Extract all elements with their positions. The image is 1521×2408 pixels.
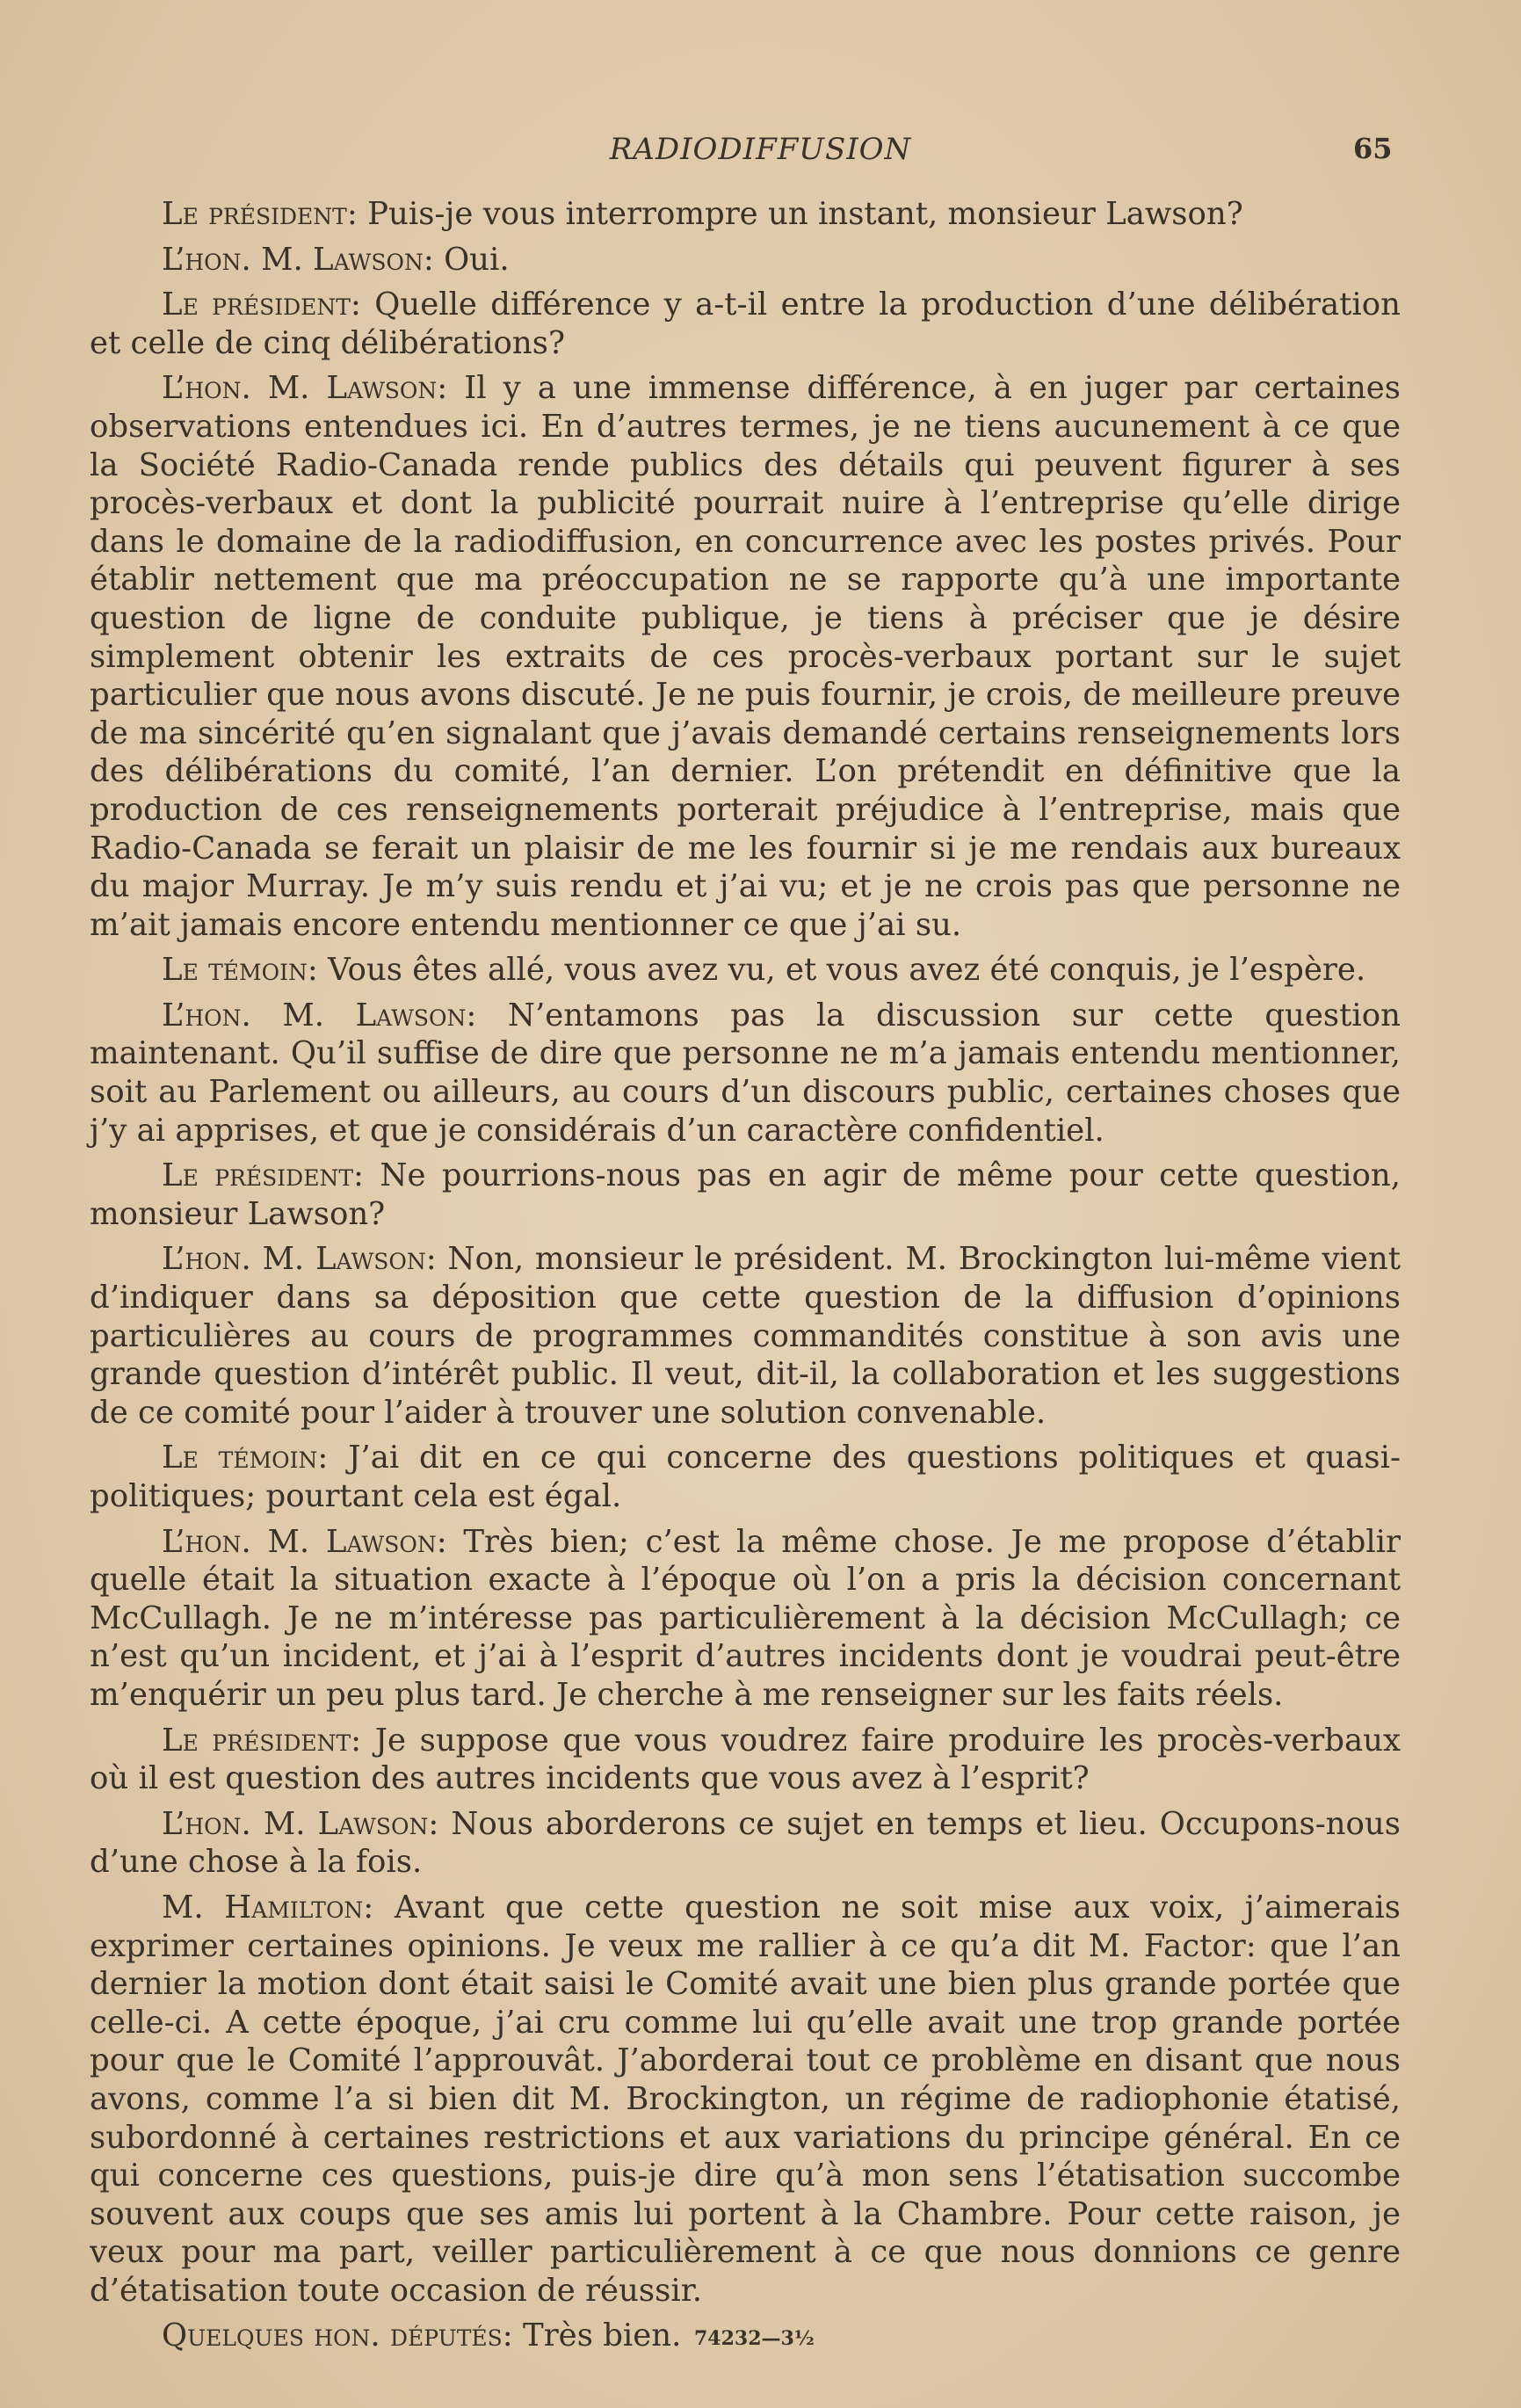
paragraph-text: Très bien; c’est la même chose. Je me propose d’établir quelle était la situation exacte à l’époque où l’on a pris la décision concernant McCullagh. Je ne m’intéresse pas particulièrement à la décision McCullagh; ce n’est qu’un incident, et j’ai à l’esprit d’autres incidents dont je voudrai peut-être m’enquérir un peu plus tard. Je cherche à me renseigner sur les faits réels. — [90, 1523, 1401, 1713]
paragraph — [90, 997, 1401, 1150]
speaker-label: L’hon. M. Lawson: — [162, 997, 477, 1034]
paragraph — [90, 1722, 1401, 1798]
speaker-label: Le président: — [162, 1722, 362, 1759]
speaker-label: Le témoin: — [162, 952, 318, 989]
speaker-label: Quelques hon. députés: — [162, 2317, 513, 2354]
paragraph — [90, 1157, 1401, 1233]
page-number: 65 — [1353, 132, 1393, 165]
speaker-label: M. Hamilton: — [162, 1889, 374, 1926]
paragraph-text: Très bien. — [512, 2317, 682, 2354]
paragraph — [90, 241, 1401, 279]
paragraph-text: Non, monsieur le président. M. Brockington lui-même vient d’indiquer dans sa déposition que cette question de la diffusion d’opinions particulières au cours de programmes commandités constitue à son avis une grande question d’intérêt public. Il veut, dit-il, la collaboration et les suggestions de ce comité pour l’aider à trouver une solution convenable. — [90, 1241, 1401, 1431]
paragraph — [90, 369, 1401, 944]
paragraph — [90, 951, 1401, 990]
paragraph — [90, 1523, 1401, 1715]
paragraph — [90, 195, 1401, 234]
speaker-label: L’hon. M. Lawson: — [162, 370, 448, 407]
speaker-label: Le président: — [162, 1157, 364, 1194]
paragraph — [90, 1240, 1401, 1432]
speaker-label: L’hon. M. Lawson: — [162, 1523, 447, 1560]
speaker-label: Le témoin: — [162, 1440, 329, 1476]
paragraph-text: J’ai dit en ce qui concerne des questions politiques et quasi-politiques; pourtant cela est égal. — [90, 1440, 1401, 1514]
paragraph — [90, 286, 1401, 362]
paragraph-text: Oui. — [433, 241, 510, 278]
paragraph-text: Il y a une immense différence, à en juger par certaines observations entendues ici. En d’autres termes, je ne tiens aucunement à ce que la Société Radio-Canada rende publics des détails qui peuvent figurer à ses procès-verbaux et dont la publicité pourrait nuire à l’entreprise qu’elle dirige dans le domaine de la radiodiffusion, en concurrence avec les postes privés. Pour établir nettement que ma préoccupation ne se rapporte qu’à une importante question de ligne de conduite publique, je tiens à préciser que je désire simplement obtenir les extraits de ces procès-verbaux portant sur le sujet particulier que nous avons discuté. Je ne puis fournir, je crois, de meilleure preuve de ma sincérité qu’en signalant que j’avais demandé certains renseignements lors des délibérations du comité, l’an dernier. L’on prétendit en définitive que la production de ces renseignements porterait préjudice à l’entreprise, mais que Radio-Canada se ferait un plaisir de me les fournir si je me rendais aux bureaux du major Murray. Je m’y suis rendu et j’ai vu; et je ne crois pas que personne ne m’ait jamais encore entendu mentionner ce que j’ai su. — [90, 370, 1401, 943]
speaker-label: Le président: — [162, 196, 358, 232]
paragraph-text: Puis-je vous interrompre un instant, monsieur Lawson? — [357, 196, 1243, 232]
paragraph — [90, 1439, 1401, 1515]
paragraph — [90, 1805, 1401, 1882]
paragraph-text: Nous aborderons ce sujet en temps et lieu. Occupons-nous d’une chose à la fois. — [90, 1805, 1401, 1881]
body-text — [90, 195, 1401, 2362]
running-title: RADIODIFFUSION — [609, 132, 912, 167]
speaker-label: L’hon. M. Lawson: — [162, 241, 434, 278]
paragraph-text: Vous êtes allé, vous avez vu, et vous avez été conquis, je l’espère. — [317, 952, 1366, 989]
speaker-label: L’hon. M. Lawson: — [162, 1241, 437, 1278]
paragraph-text: Avant que cette question ne soit mise aux voix, j’aimerais exprimer certaines opinions. Je veux me rallier à ce qu’a dit M. Factor: que l’an dernier la motion dont était saisi le Comité avait une bien plus grande portée que celle-ci. A cette époque, j’ai cru comme lui qu’elle avait une trop grande portée pour que le Comité l’approuvât. J’aborderai tout ce problème en disant que nous avons, comme l’a si bien dit M. Brockington, un régime de radiophonie étatisé, subordonné à certaines restrictions et aux variations du principe général. En ce qui concerne ces questions, puis-je dire qu’à mon sens l’étatisation succombe souvent aux coups que ses amis lui portent à la Chambre. Pour cette raison, je veux pour ma part, veiller particulièrement à ce que nous donnions ce genre d’étatisation toute occasion de réussir. — [90, 1889, 1401, 2309]
paragraph — [90, 1889, 1401, 2310]
paragraph-text: N’entamons pas la discussion sur cette question maintenant. Qu’il suffise de dire que personne ne m’a jamais entendu mentionner, soit au Parlement ou ailleurs, au cours d’un discours public, certaines choses que j’y ai apprises, et que je considérais d’un caractère confidentiel. — [90, 997, 1401, 1149]
paragraph-text: Quelle différence y a-t-il entre la production d’une délibération et celle de cinq délibérations? — [90, 286, 1401, 361]
speaker-label: L’hon. M. Lawson: — [162, 1805, 439, 1842]
speaker-label: Le président: — [162, 286, 361, 323]
paragraph-text: Je suppose que vous voudrez faire produire les procès-verbaux où il est question des autres incidents que vous avez à l’esprit? — [90, 1722, 1401, 1797]
printer-code: 74232—3½ — [694, 2327, 815, 2350]
paragraph-text: Ne pourrions-nous pas en agir de même pour cette question, monsieur Lawson? — [90, 1157, 1401, 1232]
